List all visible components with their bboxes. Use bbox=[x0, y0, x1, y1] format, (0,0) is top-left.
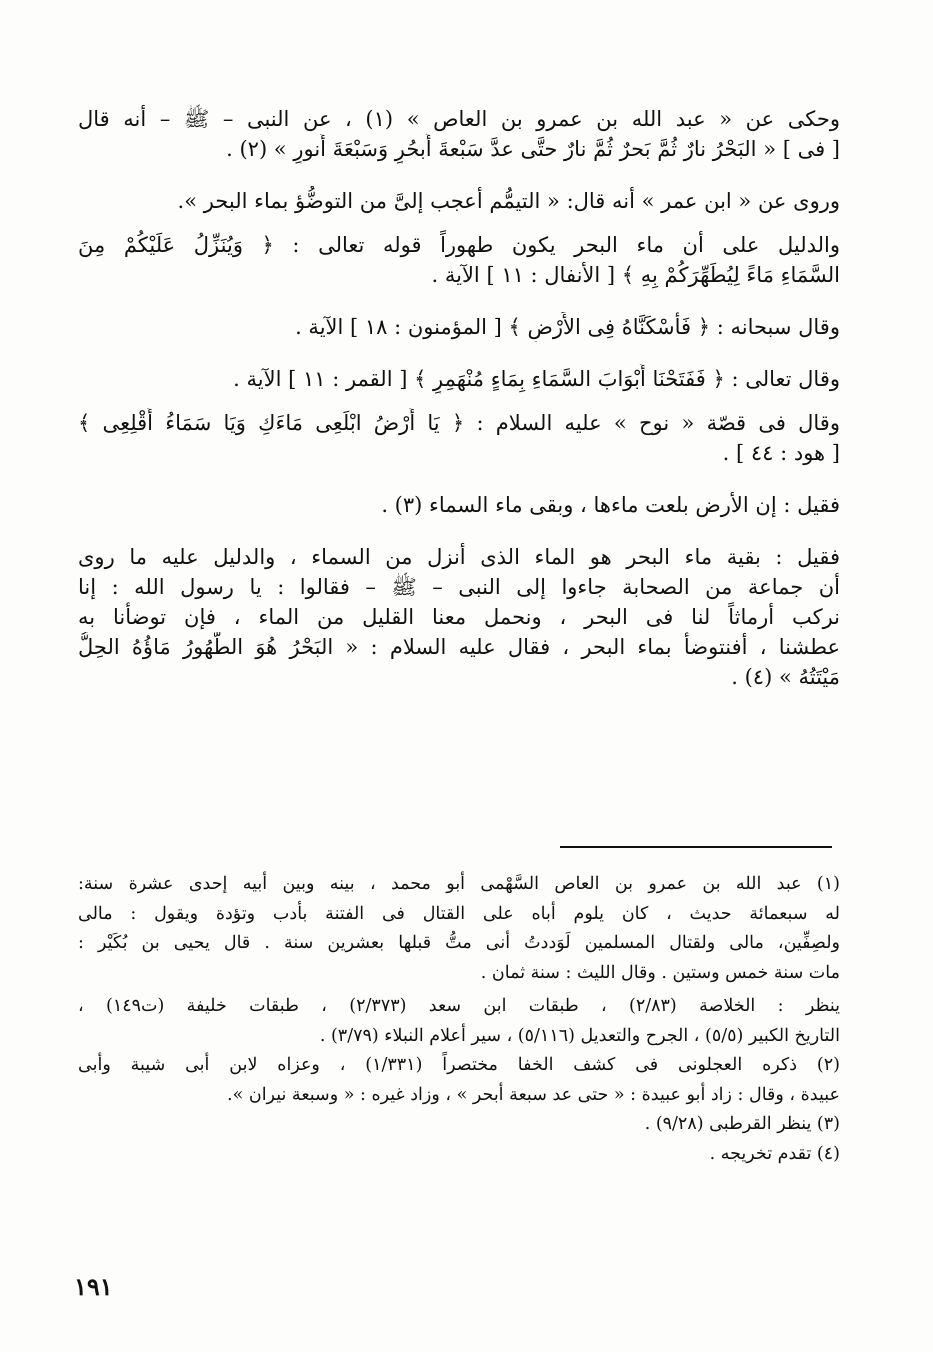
text-line: وقال فى قصّة « نوح » عليه السلام : ﴿ يَا أَرْضُ ابْلَعِى مَاءَكِ وَيَا سَمَاءُ أَقْلِعِى ﴾ bbox=[78, 411, 840, 435]
footnote-line: (٤) تقدم تخريجه . bbox=[709, 1143, 840, 1164]
text-line: وروى عن « ابن عمر » أنه قال: « التيمُّم أعجب إلىَّ من التوضُّؤ بماء البحر ». bbox=[177, 189, 840, 213]
footnote-line: (١) عبد الله بن عمرو بن العاص السَّهْمى أبو محمد ، بينه وبين أبيه إحدى عشرة سنة: bbox=[78, 874, 840, 894]
footnote-line: (٢) ذكره العجلونى فى كشف الخفا مختصراً (١/٣٣١) ، وعزاه لابن أبى شيبة وأبى bbox=[78, 1055, 840, 1075]
text-line: [ هود : ٤٤ ] . bbox=[722, 441, 840, 465]
text-line: [ فى ] « البَحْرُ نارٌ ثُمَّ بَحرٌ ثُمَّ نارٌ حتَّى عدَّ سَبْعةَ أَبحُرٍ وَسَبْعَةَ أَنورٍ » (٢) . bbox=[226, 137, 840, 161]
text-line: أن جماعة من الصحابة جاءوا إلى النبى – ﷺ – فقالوا : يا رسول الله : إنا bbox=[78, 575, 840, 599]
footnote-line: (٣) ينظر القرطبى (٩/٢٨) . bbox=[644, 1114, 840, 1134]
text-line: فقيل : بقية ماء البحر هو الماء الذى أنزل من السماء ، والدليل عليه ما روى bbox=[78, 545, 840, 569]
main-text bbox=[78, 104, 840, 692]
text-line: السَّمَاءِ مَاءً لِيُطَهِّرَكُمْ بِهِ ﴾ [ الأنفال : ١١ ] الآية . bbox=[431, 263, 840, 287]
text-line: وحكى عن « عبد الله بن عمرو بن العاص » (١) ، عن النبى – ﷺ – أنه قال bbox=[78, 107, 840, 131]
footnote-separator bbox=[560, 846, 832, 848]
text-line: مَيْتَتُهُ » (٤) . bbox=[731, 665, 840, 689]
text-line: وقال تعالى : ﴿ فَفَتَحْنَا أَبْوَابَ السَّمَاءِ بِمَاءٍ مُنْهَمِرٍ ﴾ [ القمر : ١١ ] الآية . bbox=[233, 367, 840, 391]
footnote-line: ولصِفِّين، مالى ولقتال المسلمين لَوَددتُ أنى متُّ قبلها بعشرين سنة . قال يحيى بن بُكَيْر : bbox=[78, 933, 840, 953]
text-line: فقيل : إن الأرض بلعت ماءها ، وبقى ماء السماء (٣) . bbox=[381, 493, 840, 517]
footnote-line: له سبعمائة حديث ، كان يلوم أباه على القتال فى الفتنة بأدب وتؤدة ويقول : مالى bbox=[78, 903, 840, 924]
footnote-line: ينظر : الخلاصة (٢/٨٣) ، طبقات ابن سعد (٢/٣٧٣) ، طبقات خليفة (ت١٤٩) ، bbox=[78, 996, 840, 1016]
footnote-line: التاريخ الكبير (٥/٥) ، الجرح والتعديل (٥/١١٦) ، سير أعلام النبلاء (٣/٧٩) . bbox=[319, 1025, 840, 1046]
footnote-line: مات سنة خمس وستين . وقال الليث : سنة ثمان . bbox=[480, 962, 840, 983]
footnote-line: عبيدة ، وقال : زاد أبو عبيدة : « حتى عد سبعة أبحر » ، وزاد غيره : « وسبعة نيران ». bbox=[227, 1084, 840, 1105]
text-line: وقال سبحانه : ﴿ فَأَسْكَنَّاهُ فِى الأَرْضِ ﴾ [ المؤمنون : ١٨ ] الآية . bbox=[295, 315, 840, 339]
text-line: عطشنا ، أفنتوضأ بماء البحر ، فقال عليه السلام : « البَحْرُ هُوَ الطَّهُورُ مَاؤُهُ الحِلُّ bbox=[78, 635, 840, 659]
page-number: ١٩١ bbox=[74, 1272, 113, 1301]
footnotes bbox=[78, 870, 840, 1169]
text-line: والدليل على أن ماء البحر يكون طهوراً قوله تعالى : ﴿ وَيُنَزِّلُ عَلَيْكُمْ مِنَ bbox=[78, 233, 840, 257]
text-line: نركب أرماثاً لنا فى البحر ، ونحمل معنا القليل من الماء ، فإن توضأنا به bbox=[78, 605, 840, 629]
